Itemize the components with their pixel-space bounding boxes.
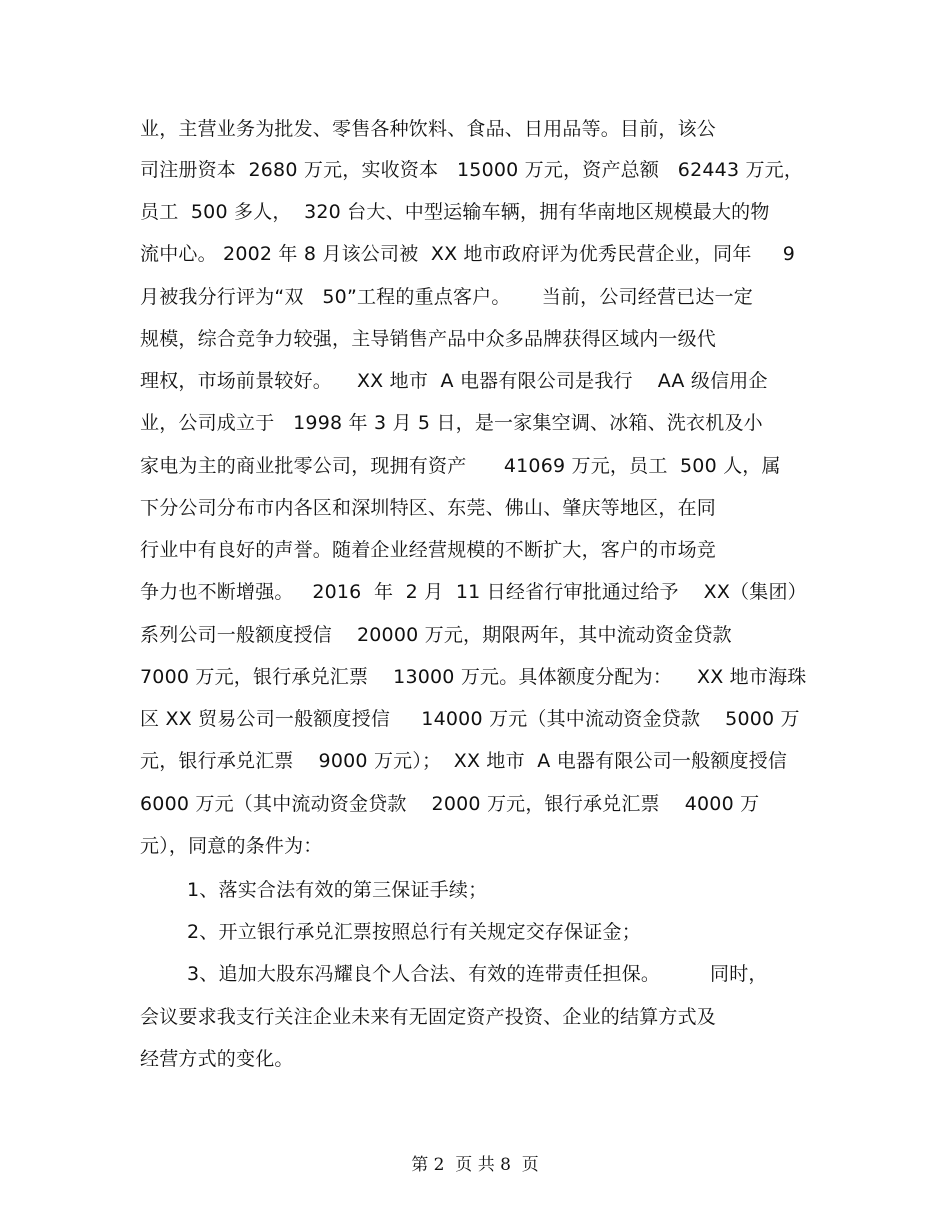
body-line: 业，公司成立于 1998 年 3 月 5 日，是一家集空调、冰箱、洗衣机及小: [140, 412, 763, 434]
body-line: 理权，市场前景较好。 XX 地市 A 电器有限公司是我行 AA 级信用企: [140, 370, 768, 392]
body-line: 元），同意的条件为：: [140, 835, 323, 857]
body-line: 7000 万元，银行承兑汇票 13000 万元。具体额度分配为： XX 地市海珠: [140, 666, 807, 688]
body-line: 区 XX 贸易公司一般额度授信 14000 万元（其中流动资金贷款 5000 万: [140, 708, 800, 730]
body-line: 6000 万元（其中流动资金贷款 2000 万元，银行承兑汇票 4000 万: [140, 793, 760, 815]
condition-item: 1、落实合法有效的第三保证手续；: [187, 879, 488, 901]
page-number-footer: 第 2 页 共 8 页: [411, 1155, 539, 1175]
body-line: 争力也不断增强。 2016 年 2 月 11 日经省行审批通过给予 XX（集团）: [140, 581, 807, 603]
body-line: 家电为主的商业批零公司，现拥有资产 41069 万元，员工 500 人，属: [140, 455, 781, 477]
body-line: 系列公司一般额度授信 20000 万元，期限两年，其中流动资金贷款: [140, 624, 732, 646]
condition-item: 2、开立银行承兑汇票按照总行有关规定交存保证金；: [187, 921, 641, 943]
body-line: 下分公司分布市内各区和深圳特区、东莞、佛山、肇庆等地区，在同: [140, 497, 717, 519]
condition-item: 3、追加大股东冯耀良个人合法、有效的连带责任担保。 同时，: [187, 963, 768, 985]
body-line: 司注册资本 2680 万元，实收资本 15000 万元，资产总额 62443 万元，: [140, 159, 804, 181]
body-line: 元，银行承兑汇票 9000 万元）； XX 地市 A 电器有限公司一般额度授信: [140, 750, 788, 772]
body-line: 月被我分行评为“双 50”工程的重点客户。 当前，公司经营已达一定: [140, 286, 753, 308]
body-line: 行业中有良好的声誉。随着企业经营规模的不断扩大，客户的市场竞: [140, 539, 717, 561]
body-line: 规模，综合竞争力较强，主导销售产品中众多品牌获得区域内一级代: [140, 328, 717, 350]
body-line: 员工 500 多人， 320 台大、中型运输车辆，拥有华南地区规模最大的物: [140, 201, 770, 223]
body-line: 业，主营业务为批发、零售各种饮料、食品、日用品等。目前，该公: [140, 118, 717, 140]
body-line: 会议要求我支行关注企业未来有无固定资产投资、企业的结算方式及: [140, 1006, 717, 1028]
body-line: 经营方式的变化。: [140, 1048, 294, 1070]
body-line: 流中心。 2002 年 8 月该公司被 XX 地市政府评为优秀民营企业，同年 9: [140, 243, 796, 265]
